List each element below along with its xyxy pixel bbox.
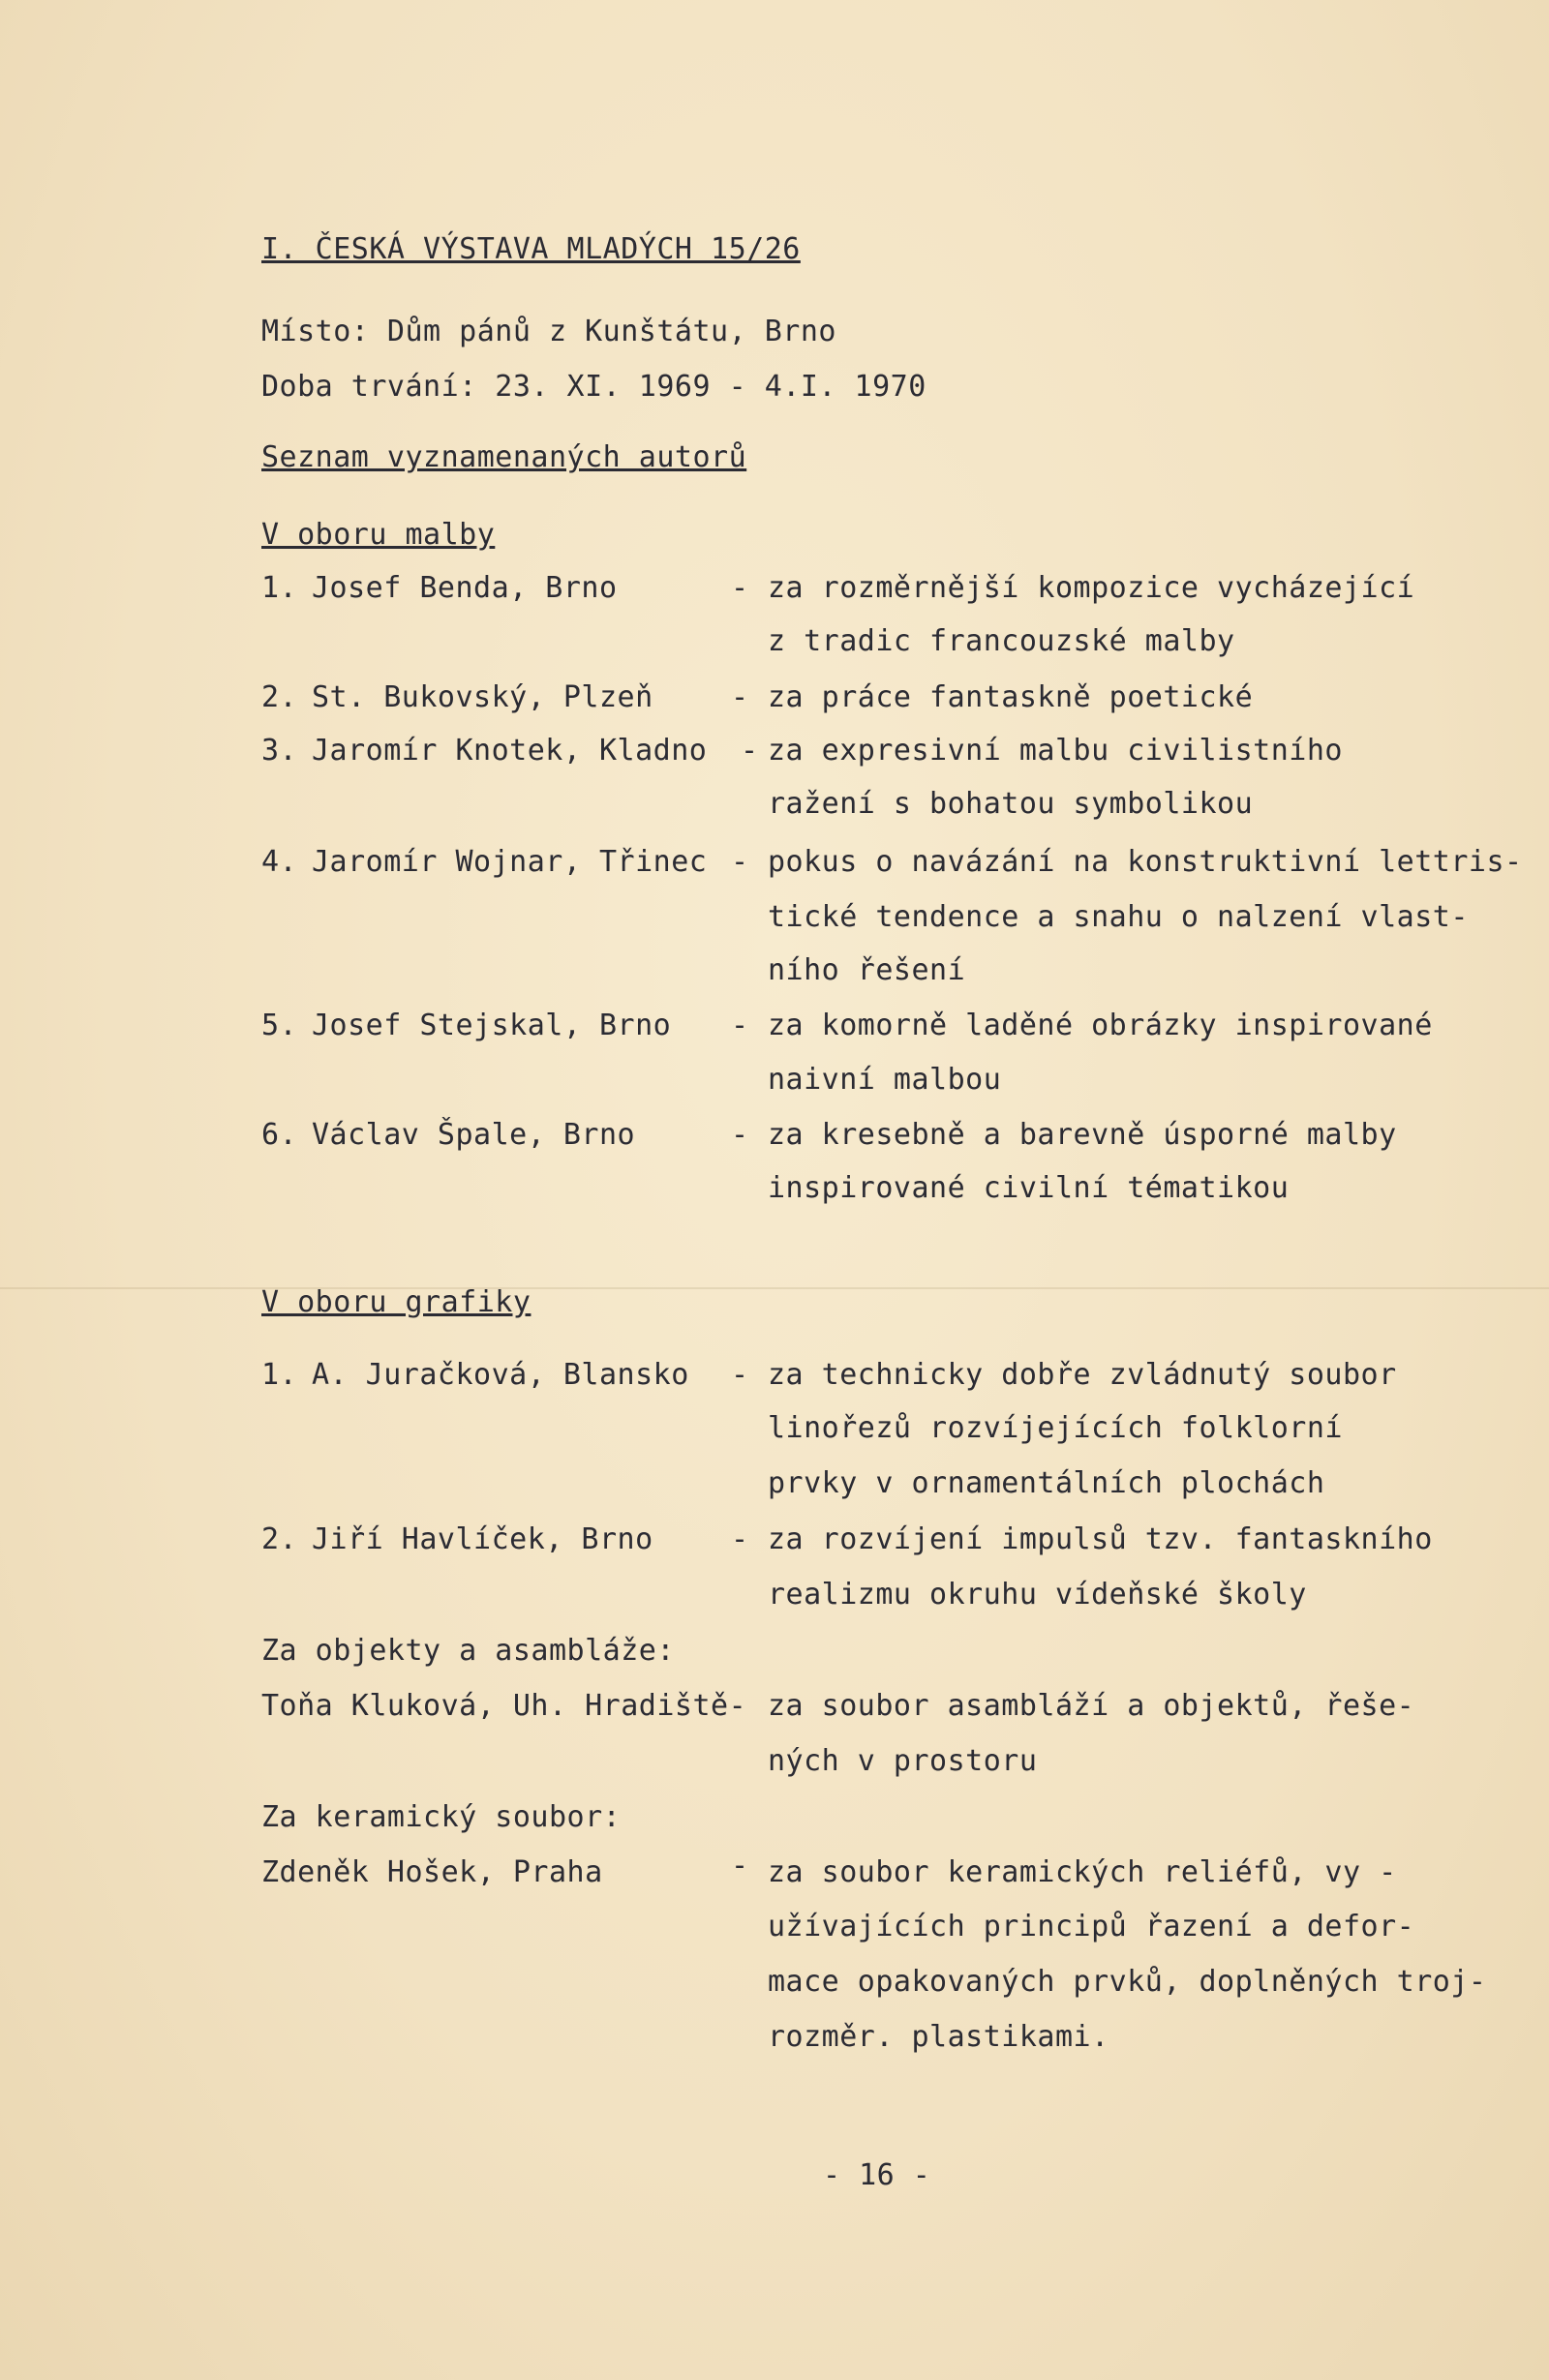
entry-citation: za expresivní malbu civilistního (768, 734, 1343, 768)
page-number: - 16 - (823, 2158, 931, 2192)
entry-number: 1. (261, 571, 298, 605)
entry-citation: realizmu okruhu vídeňské školy (768, 1578, 1307, 1612)
entry-citation: za rozměrnější kompozice vycházející (768, 571, 1415, 605)
objects-heading: Za objekty a asambláže: (261, 1634, 675, 1668)
entry-citation: za rozvíjení impulsů tzv. fantaskního (768, 1522, 1433, 1556)
entry-dash: - (731, 571, 749, 605)
entry-number: 3. (261, 734, 298, 768)
entry-citation: za komorně laděné obrázky inspirované (768, 1009, 1433, 1042)
paper-fold (0, 1287, 1549, 1289)
entry-citation: mace opakovaných prvků, doplněných troj- (768, 1965, 1487, 1999)
entry-citation: za technicky dobře zvládnutý soubor (768, 1358, 1397, 1392)
entry-author: Jaromír Wojnar, Třinec (312, 845, 708, 879)
entry-citation: rozměr. plastikami. (768, 2020, 1109, 2054)
entry-author: Josef Benda, Brno (312, 571, 618, 605)
entry-author: Jaromír Knotek, Kladno (312, 734, 708, 768)
entry-dash: - (741, 734, 759, 768)
award-list-title: Seznam vyznamenaných autorů (261, 440, 747, 474)
entry-author: Zdeněk Hošek, Praha (261, 1855, 603, 1889)
entry-citation: užívajících principů řazení a defor- (768, 1910, 1415, 1943)
entry-dash: - (731, 1522, 749, 1556)
entry-number: 5. (261, 1009, 298, 1042)
entry-number: 6. (261, 1118, 298, 1152)
entry-dash: - (731, 845, 749, 879)
entry-author: Toňa Kluková, Uh. Hradiště- (261, 1689, 747, 1723)
entry-citation: za soubor asambláží a objektů, řeše- (768, 1689, 1415, 1723)
graphics-heading: V oboru grafiky (261, 1285, 532, 1319)
entry-citation: ných v prostoru (768, 1744, 1038, 1778)
entry-citation: pokus o navázání na konstruktivní lettris- (768, 845, 1523, 879)
entry-citation: za kresebně a barevně úsporné malby (768, 1118, 1397, 1152)
entry-citation: z tradic francouzské malby (768, 624, 1235, 658)
entry-dash: - (731, 1009, 749, 1042)
entry-citation: za práce fantaskně poetické (768, 680, 1254, 714)
entry-citation: ražení s bohatou symbolikou (768, 787, 1254, 821)
entry-dash: - (731, 1118, 749, 1152)
exhibition-duration: Doba trvání: 23. XI. 1969 - 4.I. 1970 (261, 370, 926, 404)
entry-dash: - (731, 680, 749, 714)
entry-number: 1. (261, 1358, 298, 1392)
entry-citation: tické tendence a snahu o nalzení vlast- (768, 900, 1469, 934)
entry-citation: za soubor keramických reliéfů, vy - (768, 1855, 1397, 1889)
entry-dash: - (731, 1358, 749, 1392)
entry-author: Václav Špale, Brno (312, 1118, 636, 1152)
entry-number: 4. (261, 845, 298, 879)
entry-number: 2. (261, 1522, 298, 1556)
ceramics-heading: Za keramický soubor: (261, 1800, 622, 1834)
entry-citation: prvky v ornamentálních plochách (768, 1466, 1325, 1500)
entry-citation: linořezů rozvíjejících folklorní (768, 1411, 1343, 1445)
exhibition-place: Místo: Dům pánů z Kunštátu, Brno (261, 315, 836, 348)
entry-author: Josef Stejskal, Brno (312, 1009, 672, 1042)
entry-author: Jiří Havlíček, Brno (312, 1522, 653, 1556)
entry-author: A. Juračková, Blansko (312, 1358, 689, 1392)
entry-citation: naivní malbou (768, 1063, 1002, 1097)
exhibition-title: I. ČESKÁ VÝSTAVA MLADÝCH 15/26 (261, 232, 801, 266)
entry-number: 2. (261, 680, 298, 714)
entry-dash: - (731, 1849, 749, 1883)
entry-citation: inspirované civilní tématikou (768, 1171, 1290, 1205)
painting-heading: V oboru malby (261, 518, 496, 552)
entry-author: St. Bukovský, Plzeň (312, 680, 653, 714)
entry-citation: ního řešení (768, 953, 966, 987)
